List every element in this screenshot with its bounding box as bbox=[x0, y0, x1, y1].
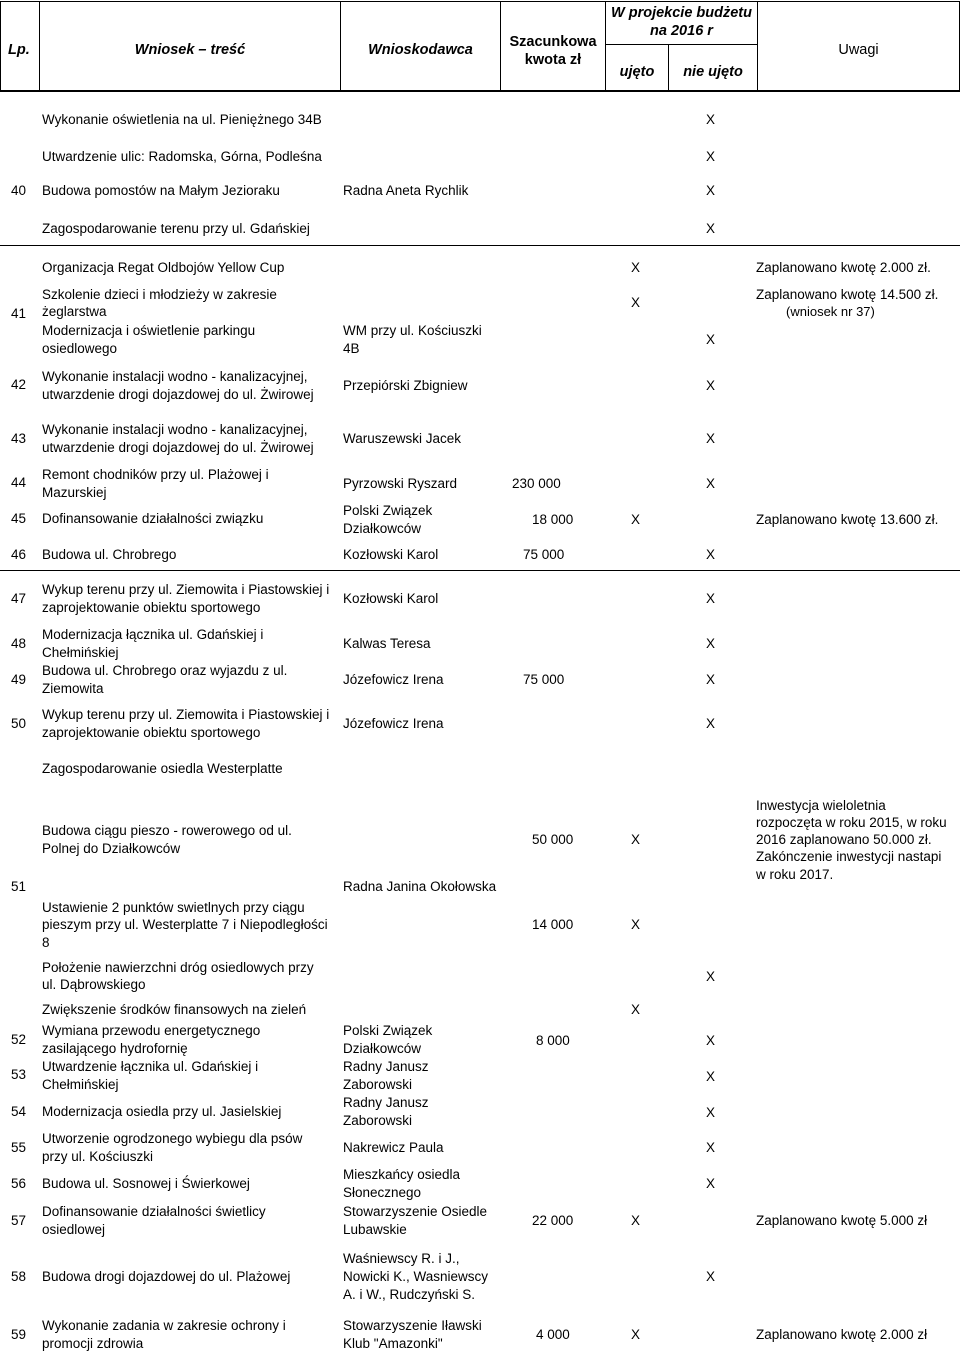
row-x-ujeto: X bbox=[631, 260, 641, 275]
row-uwagi: Zaplanowano kwotę 2.000 zł bbox=[756, 1327, 928, 1342]
row-x-ujeto: X bbox=[631, 1327, 641, 1342]
row-lp: 43 bbox=[11, 431, 27, 446]
row-wnioskodawca-line2: Nowicki K., Wasniewscy bbox=[343, 1269, 489, 1284]
row-lp: 40 bbox=[11, 183, 27, 198]
row-uwagi-line1: Zaplanowano kwotę 14.500 zł. bbox=[756, 287, 939, 302]
row-uwagi-line4: Zakónczenie inwestycji nastapi bbox=[756, 849, 942, 864]
row-lp: 47 bbox=[11, 591, 27, 606]
row-lp: 46 bbox=[11, 547, 27, 562]
row-wnioskodawca: Józefowicz Irena bbox=[343, 672, 444, 687]
header-wniosek: Wniosek – treść bbox=[134, 42, 246, 58]
row-tresc-line1: Utwardzenie łącznika ul. Gdańskiej i bbox=[42, 1059, 259, 1074]
row-tresc-line1: Położenie nawierzchni dróg osiedlowych przy bbox=[42, 960, 314, 975]
row-lp: 54 bbox=[11, 1104, 27, 1119]
row-kwota: 18 000 bbox=[532, 512, 574, 527]
row-wnioskodawca: Kozłowski Karol bbox=[343, 591, 439, 606]
row-tresc-line1: Wykonanie instalacji wodno - kanalizacyjnej, bbox=[42, 369, 308, 384]
row-tresc-line2: Ziemowita bbox=[42, 681, 104, 696]
row-wnioskodawca-line1: Radny Janusz bbox=[343, 1059, 429, 1074]
row-wnioskodawca: Pyrzowski Ryszard bbox=[343, 476, 458, 491]
row-tresc-line1: Wymiana przewodu energetycznego bbox=[42, 1023, 261, 1038]
row-tresc-line1: Modernizacja łącznika ul. Gdańskiej i bbox=[42, 627, 264, 642]
row-tresc: Budowa ul. Sosnowej i Świerkowej bbox=[42, 1176, 250, 1191]
row-tresc-line2: zaprojektowanie obiektu sportowego bbox=[42, 725, 261, 740]
row-tresc-line2: zaprojektowanie obiektu sportowego bbox=[42, 600, 261, 615]
row-lp: 44 bbox=[11, 475, 27, 490]
header-wnioskodawca: Wnioskodawca bbox=[368, 42, 473, 58]
row-wnioskodawca-line2: Zaborowski bbox=[343, 1113, 413, 1128]
row-x-nie-ujeto: X bbox=[706, 969, 716, 984]
row-x-nie-ujeto: X bbox=[706, 112, 716, 127]
row-uwagi-line2: (wniosek nr 37) bbox=[786, 304, 875, 319]
row-lp: 51 bbox=[11, 879, 27, 894]
row-wnioskodawca-line1: Stowarzyszenie Osiedle bbox=[343, 1204, 488, 1219]
row-lp: 49 bbox=[11, 672, 27, 687]
row-tresc-line1: Szkolenie dzieci i młodzieży w zakresie bbox=[42, 287, 277, 302]
header-ujeto: ujęto bbox=[619, 64, 655, 80]
header-top-border bbox=[0, 1, 960, 2]
row-uwagi: Zaplanowano kwotę 5.000 zł bbox=[756, 1213, 928, 1228]
row-x-nie-ujeto: X bbox=[706, 431, 716, 446]
row-lp: 42 bbox=[11, 377, 27, 392]
row-tresc: Zagospodarowanie osiedla Westerplatte bbox=[42, 761, 283, 776]
row-lp: 45 bbox=[11, 511, 27, 526]
row-tresc: Zwiększenie środków finansowych na zieleń bbox=[42, 1002, 307, 1017]
budget-subheader-border bbox=[605, 44, 757, 45]
row-tresc-line1: Utworzenie ogrodzonego wybiegu dla psów bbox=[42, 1131, 303, 1146]
row-x-nie-ujeto: X bbox=[706, 1140, 716, 1155]
row-tresc-line2: Chełmińskiej bbox=[42, 1077, 119, 1092]
row-x-nie-ujeto: X bbox=[706, 591, 716, 606]
row-wnioskodawca-line1: Radny Janusz bbox=[343, 1095, 429, 1110]
row-tresc-line1: Remont chodników przy ul. Plażowej i bbox=[42, 467, 269, 482]
row-tresc: Dofinansowanie działalności związku bbox=[42, 511, 264, 526]
row-x-nie-ujeto: X bbox=[706, 476, 716, 491]
row-lp: 50 bbox=[11, 716, 27, 731]
row-x-nie-ujeto: X bbox=[706, 1033, 716, 1048]
row-tresc-line1: Ustawienie 2 punktów swietlnych przy ciągu bbox=[42, 900, 305, 915]
row-wnioskodawca-line2: Słonecznego bbox=[343, 1185, 422, 1200]
row-x-nie-ujeto: X bbox=[706, 183, 716, 198]
row-wnioskodawca-line1: Stowarzyszenie Iławski bbox=[343, 1318, 482, 1333]
row-tresc: Budowa pomostów na Małym Jezioraku bbox=[42, 183, 280, 198]
row-tresc: Utwardzenie ulic: Radomska, Górna, Podleśna bbox=[42, 149, 322, 164]
row-wnioskodawca: Radna Janina Okołowska bbox=[343, 879, 497, 894]
row-tresc-line2: Polnej do Działkowców bbox=[42, 841, 181, 856]
row-wnioskodawca-line1: WM przy ul. Kościuszki bbox=[343, 323, 482, 338]
row-tresc-line1: Wykup terenu przy ul. Ziemowita i Piastowskiej i bbox=[42, 582, 330, 597]
row-x-ujeto: X bbox=[631, 832, 641, 847]
row-x-nie-ujeto: X bbox=[706, 636, 716, 651]
row-x-nie-ujeto: X bbox=[706, 149, 716, 164]
row-tresc-line2: pieszym przy ul. Westerplatte 7 i Niepodległości bbox=[42, 917, 328, 932]
header-budzet-line2: na 2016 r bbox=[650, 23, 713, 39]
row-kwota: 22 000 bbox=[532, 1213, 574, 1228]
row-wnioskodawca: Nakrewicz Paula bbox=[343, 1140, 444, 1155]
header-lp: Lp. bbox=[8, 42, 30, 58]
row-kwota: 8 000 bbox=[536, 1033, 570, 1048]
row-wnioskodawca: Radna Aneta Rychlik bbox=[343, 183, 469, 198]
row-wnioskodawca: Waruszewski Jacek bbox=[343, 431, 462, 446]
row-tresc-line2: ul. Dąbrowskiego bbox=[42, 977, 146, 992]
row-tresc-line1: Dofinansowanie działalności świetlicy bbox=[42, 1204, 266, 1219]
row-x-nie-ujeto: X bbox=[706, 1105, 716, 1120]
header-bottom-border bbox=[0, 90, 960, 92]
row-x-ujeto: X bbox=[631, 295, 641, 310]
row-wnioskodawca-line2: Lubawskie bbox=[343, 1222, 407, 1237]
row-x-nie-ujeto: X bbox=[706, 1269, 716, 1284]
row-wnioskodawca: Kozłowski Karol bbox=[343, 547, 439, 562]
header-szacunkowa: Szacunkowa bbox=[509, 34, 597, 50]
row-wnioskodawca: Przepiórski Zbigniew bbox=[343, 378, 468, 393]
header-kwota: kwota zł bbox=[524, 52, 582, 68]
row-tresc-line2: zasilającego hydrofornię bbox=[42, 1041, 188, 1056]
row-lp: 55 bbox=[11, 1140, 27, 1155]
row-lp: 58 bbox=[11, 1269, 27, 1284]
row-x-nie-ujeto: X bbox=[706, 221, 716, 236]
header-nie-ujeto: nie ujęto bbox=[683, 64, 743, 80]
row-kwota: 75 000 bbox=[523, 672, 565, 687]
row-x-ujeto: X bbox=[631, 1002, 641, 1017]
row-lp: 59 bbox=[11, 1327, 27, 1342]
row-x-ujeto: X bbox=[631, 1213, 641, 1228]
row-uwagi-line1: Inwestycja wieloletnia bbox=[756, 798, 886, 813]
row-uwagi: Zaplanowano kwotę 2.000 zł. bbox=[756, 260, 931, 275]
row-tresc: Modernizacja osiedla przy ul. Jasielskiej bbox=[42, 1104, 282, 1119]
row-x-nie-ujeto: X bbox=[706, 378, 716, 393]
row-kwota: 75 000 bbox=[523, 547, 565, 562]
row-wnioskodawca: Józefowicz Irena bbox=[343, 716, 444, 731]
row-wnioskodawca-line2: Zaborowski bbox=[343, 1077, 413, 1092]
row-tresc-line2: osiedlowej bbox=[42, 1222, 106, 1237]
row-wnioskodawca-line3: A. i W., Rudczyński S. bbox=[343, 1287, 476, 1302]
row-tresc-line2: Mazurskiej bbox=[42, 485, 107, 500]
row-uwagi: Zaplanowano kwotę 13.600 zł. bbox=[756, 512, 939, 527]
row-x-nie-ujeto: X bbox=[706, 332, 716, 347]
row-tresc: Organizacja Regat Oldbojów Yellow Cup bbox=[42, 260, 285, 275]
row-lp: 56 bbox=[11, 1176, 27, 1191]
row-lp: 48 bbox=[11, 636, 27, 651]
row-tresc: Zagospodarowanie terenu przy ul. Gdańskiej bbox=[42, 221, 310, 236]
row-x-nie-ujeto: X bbox=[706, 672, 716, 687]
row-wnioskodawca-line1: Polski Związek bbox=[343, 503, 433, 518]
row-x-nie-ujeto: X bbox=[706, 547, 716, 562]
row-wnioskodawca-line2: Działkowców bbox=[343, 1041, 422, 1056]
header-divider bbox=[0, 1, 1, 91]
row-wnioskodawca: Kalwas Teresa bbox=[343, 636, 431, 651]
row-x-nie-ujeto: X bbox=[706, 716, 716, 731]
row-tresc-line1: Budowa ciągu pieszo - rowerowego od ul. bbox=[42, 823, 292, 838]
row-x-ujeto: X bbox=[631, 917, 641, 932]
row-tresc: Wykonanie oświetlenia na ul. Pieniężnego 34B bbox=[42, 112, 322, 127]
row-kwota: 4 000 bbox=[536, 1327, 570, 1342]
header-budzet-line1: W projekcie budżetu bbox=[611, 5, 752, 21]
row-separator bbox=[0, 245, 960, 246]
row-lp: 52 bbox=[11, 1032, 27, 1047]
row-x-nie-ujeto: X bbox=[706, 1069, 716, 1084]
row-tresc-line1: Wykonanie zadania w zakresie ochrony i bbox=[42, 1318, 286, 1333]
row-tresc: Budowa drogi dojazdowej do ul. Plażowej bbox=[42, 1269, 291, 1284]
row-tresc-line2: przy ul. Kościuszki bbox=[42, 1149, 154, 1164]
row-tresc-line1: Wykonanie instalacji wodno - kanalizacyjnej, bbox=[42, 422, 308, 437]
row-tresc-line1: Budowa ul. Chrobrego oraz wyjazdu z ul. bbox=[42, 663, 288, 678]
row-tresc-line2: Chełmińskiej bbox=[42, 645, 119, 660]
row-lp: 41 bbox=[11, 306, 27, 321]
row-kwota: 14 000 bbox=[532, 917, 574, 932]
row-tresc-line1: Wykup terenu przy ul. Ziemowita i Piastowskiej i bbox=[42, 707, 330, 722]
row-tresc-line2: osiedlowego bbox=[42, 341, 118, 356]
row-uwagi-line3: 2016 zaplanowano 50.000 zł. bbox=[756, 832, 932, 847]
row-tresc-line3: 8 bbox=[42, 935, 50, 950]
row-tresc-line1: Modernizacja i oświetlenie parkingu bbox=[42, 323, 256, 338]
header-uwagi: Uwagi bbox=[838, 42, 879, 58]
row-kwota: 230 000 bbox=[512, 476, 561, 491]
row-uwagi-line2: rozpoczęta w roku 2015, w roku bbox=[756, 815, 947, 830]
row-uwagi-line5: w roku 2017. bbox=[756, 867, 834, 882]
row-wnioskodawca-line1: Waśniewscy R. i J., bbox=[343, 1251, 460, 1266]
row-wnioskodawca-line1: Mieszkańcy osiedla bbox=[343, 1167, 461, 1182]
row-tresc-line2: żeglarstwa bbox=[42, 304, 107, 319]
row-lp: 57 bbox=[11, 1213, 27, 1228]
row-wnioskodawca-line2: Klub "Amazonki" bbox=[343, 1336, 443, 1351]
row-kwota: 50 000 bbox=[532, 832, 574, 847]
row-wnioskodawca-line2: Działkowców bbox=[343, 521, 422, 536]
row-wnioskodawca-line1: Polski Związek bbox=[343, 1023, 433, 1038]
row-tresc-line2: utwarzdenie drogi dojazdowej do ul. Żwirowej bbox=[42, 440, 314, 455]
row-wnioskodawca-line2: 4B bbox=[343, 341, 360, 356]
row-tresc-line2: utwarzdenie drogi dojazdowej do ul. Żwirowej bbox=[42, 387, 314, 402]
row-separator bbox=[0, 570, 960, 571]
row-tresc: Budowa ul. Chrobrego bbox=[42, 547, 177, 562]
row-x-nie-ujeto: X bbox=[706, 1176, 716, 1191]
row-lp: 53 bbox=[11, 1067, 27, 1082]
row-x-ujeto: X bbox=[631, 512, 641, 527]
row-tresc-line2: promocji zdrowia bbox=[42, 1336, 144, 1351]
